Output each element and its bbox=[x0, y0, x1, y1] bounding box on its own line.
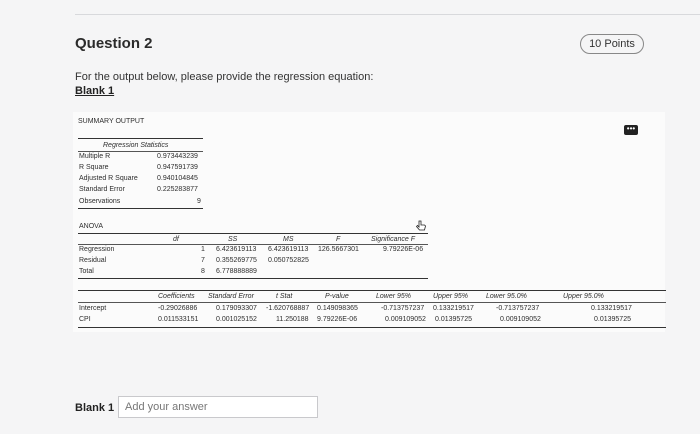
question-prompt: For the output below, please provide the regression equation: bbox=[75, 71, 374, 83]
coef-cell: 9.79226E-06 bbox=[317, 316, 358, 323]
coef-cell: 0.01395725 bbox=[435, 316, 472, 323]
coef-cell: 0.133219517 bbox=[591, 305, 632, 312]
reg-stats-title: Regression Statistics bbox=[103, 142, 169, 149]
coef-cell: 0.001025152 bbox=[216, 316, 257, 323]
anova-cell: 6.423619113 bbox=[268, 246, 309, 253]
rule bbox=[78, 290, 666, 291]
answer-blank-label: Blank 1 bbox=[75, 402, 115, 414]
coef-cell: -0.713757237 bbox=[496, 305, 540, 312]
question-title: Question 2 bbox=[75, 35, 153, 52]
coef-cell: 11.250188 bbox=[276, 316, 309, 323]
stat-value: 9 bbox=[197, 198, 201, 205]
anova-cell: 6.423619113 bbox=[216, 246, 257, 253]
stat-value: 0.947591739 bbox=[157, 164, 198, 171]
rule bbox=[78, 244, 428, 245]
rule bbox=[78, 151, 203, 152]
coef-row-label: CPI bbox=[79, 316, 91, 323]
stat-value: 0.973443239 bbox=[157, 153, 198, 160]
coef-cell: 0.179093307 bbox=[216, 305, 257, 312]
anova-header-ss: SS bbox=[228, 236, 238, 243]
summary-output-title: SUMMARY OUTPUT bbox=[78, 118, 145, 125]
stat-label: Multiple R bbox=[79, 153, 111, 160]
anova-cell: 0.355269775 bbox=[216, 257, 257, 264]
anova-row-label: Regression bbox=[79, 246, 115, 253]
answer-input[interactable] bbox=[118, 396, 318, 418]
coef-cell: -0.713757237 bbox=[381, 305, 425, 312]
points-badge: 10 Points bbox=[580, 34, 644, 54]
stat-value: 0.940104845 bbox=[157, 175, 198, 182]
rule bbox=[78, 233, 428, 234]
coef-cell: 0.133219517 bbox=[433, 305, 474, 312]
anova-header-sigf: Significance F bbox=[371, 236, 415, 243]
coef-cell: 0.009109052 bbox=[385, 316, 426, 323]
coef-header: Lower 95.0% bbox=[486, 293, 527, 300]
rule bbox=[78, 302, 666, 303]
anova-cell: 6.778888889 bbox=[216, 268, 257, 275]
rule bbox=[78, 278, 428, 279]
blank-label: Blank 1 bbox=[75, 85, 115, 97]
divider bbox=[75, 14, 700, 15]
coef-header: Upper 95.0% bbox=[563, 293, 604, 300]
anova-cell: 8 bbox=[201, 268, 205, 275]
coef-header: P-value bbox=[325, 293, 349, 300]
coefficients-table bbox=[73, 284, 665, 332]
coef-header: Standard Error bbox=[208, 293, 254, 300]
coef-cell: 0.149098365 bbox=[317, 305, 358, 312]
anova-row-label: Residual bbox=[79, 257, 107, 264]
anova-cell: 126.5667301 bbox=[318, 246, 359, 253]
stat-label: Standard Error bbox=[79, 186, 125, 193]
anova-cell: 7 bbox=[201, 257, 205, 264]
coef-cell: -1.620768887 bbox=[266, 305, 310, 312]
coef-header: Lower 95% bbox=[376, 293, 412, 300]
anova-header-df: df bbox=[173, 236, 179, 243]
stat-label: R Square bbox=[79, 164, 109, 171]
coef-header: Upper 95% bbox=[433, 293, 469, 300]
coef-cell: -0.29026886 bbox=[158, 305, 198, 312]
rule bbox=[78, 208, 203, 209]
stat-value: 0.225283877 bbox=[157, 186, 198, 193]
anova-row-label: Total bbox=[79, 268, 94, 275]
anova-cell: 0.050752825 bbox=[268, 257, 309, 264]
anova-header-ms: MS bbox=[283, 236, 294, 243]
rule bbox=[78, 138, 203, 139]
anova-cell: 1 bbox=[201, 246, 205, 253]
anova-cell: 9.79226E-06 bbox=[383, 246, 424, 253]
coef-cell: 0.01395725 bbox=[594, 316, 631, 323]
rule bbox=[78, 327, 666, 328]
more-icon[interactable]: ••• bbox=[624, 125, 638, 135]
coef-header: t Stat bbox=[276, 293, 293, 300]
anova-header-f: F bbox=[336, 236, 341, 243]
regression-output-image bbox=[73, 112, 665, 284]
anova-title: ANOVA bbox=[79, 223, 103, 230]
stat-label: Adjusted R Square bbox=[79, 175, 138, 182]
coef-cell: 0.011533151 bbox=[158, 316, 199, 323]
stat-label: Observations bbox=[79, 198, 121, 205]
coef-cell: 0.009109052 bbox=[500, 316, 541, 323]
coef-header: Coefficients bbox=[158, 293, 195, 300]
pointer-hand-icon bbox=[415, 220, 427, 232]
coef-row-label: Intercept bbox=[79, 305, 107, 312]
